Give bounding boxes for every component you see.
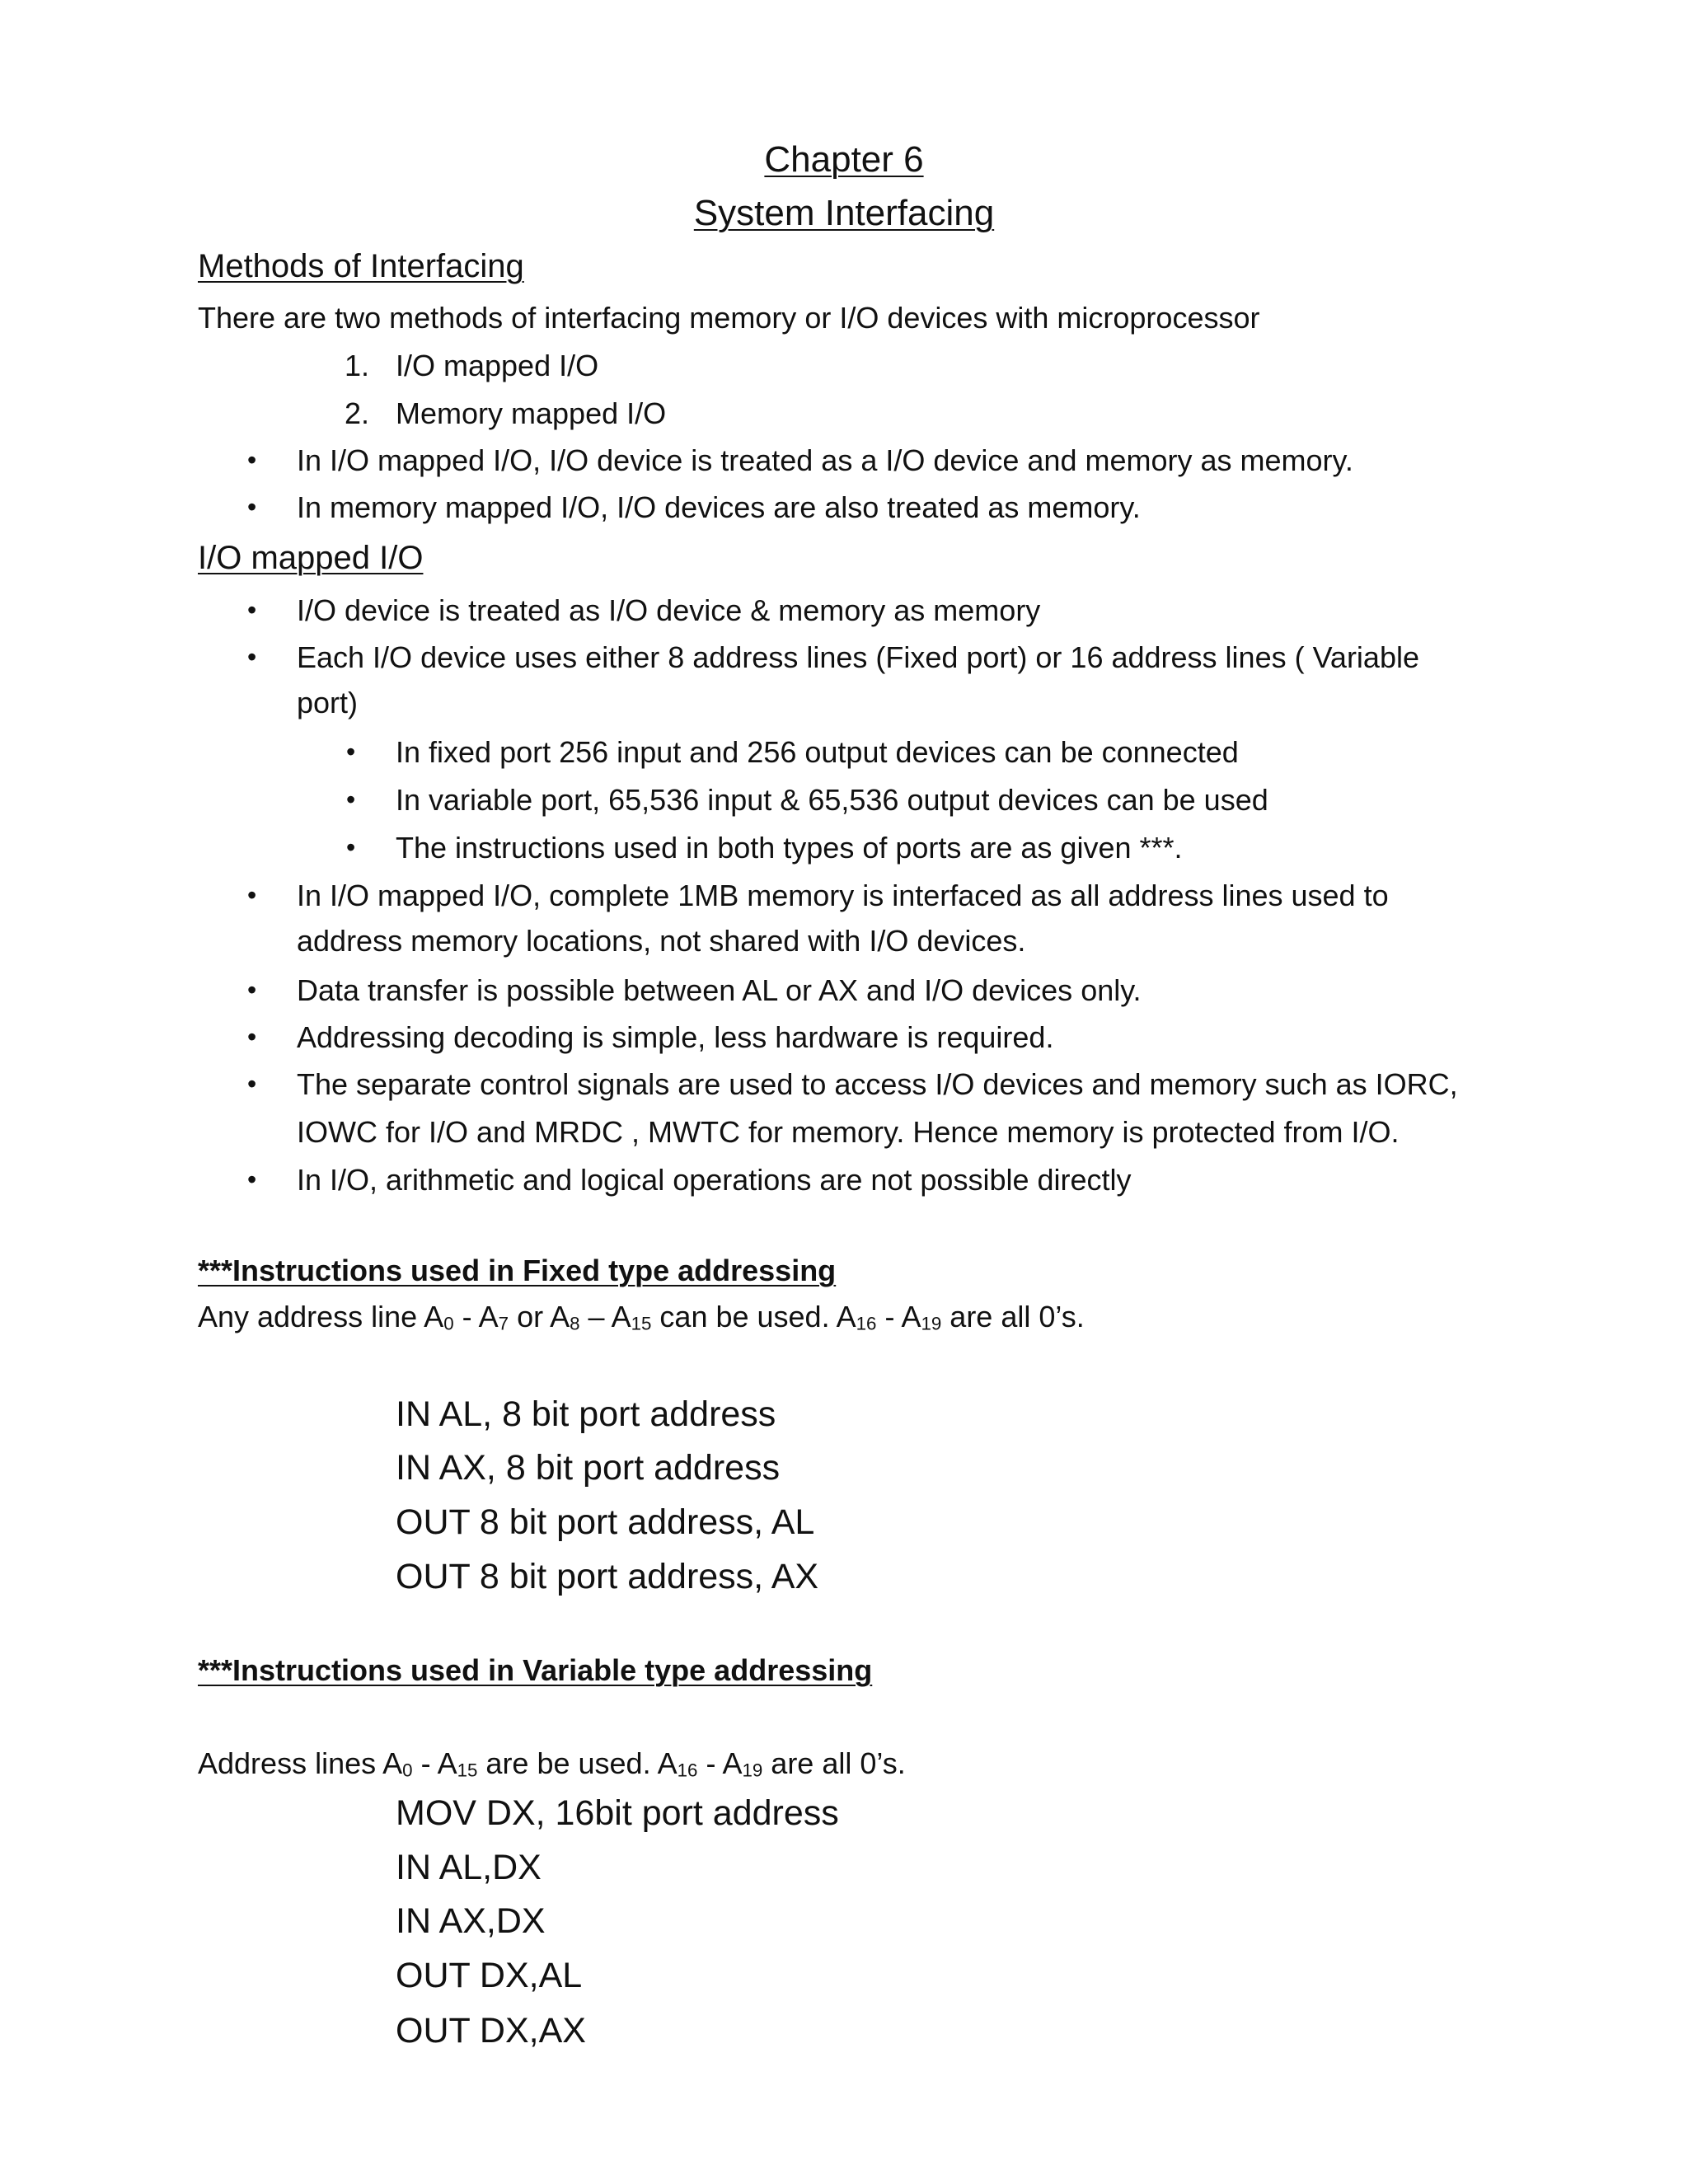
list-number-2: 2.	[345, 396, 370, 430]
variable-section-title: ***Instructions used in Variable type addressing	[198, 1653, 873, 1687]
io-bullet-1: I/O device is treated as I/O device & memory as memory	[297, 593, 1041, 627]
fixed-code-line-1: IN AL, 8 bit port address	[396, 1394, 776, 1434]
section-title-io-mapped: I/O mapped I/O	[198, 540, 424, 576]
variable-code-line-2: IN AL,DX	[396, 1848, 542, 1887]
list-number-1: 1.	[345, 349, 370, 382]
fixed-code-line-4: OUT 8 bit port address, AX	[396, 1557, 819, 1596]
chapter-subtitle: System Interfacing	[693, 193, 995, 233]
list-item-1: I/O mapped I/O	[396, 349, 599, 382]
fixed-code-line-2: IN AX, 8 bit port address	[396, 1448, 781, 1488]
methods-bullet-1: In I/O mapped I/O, I/O device is treated as a I/O device and memory as memory.	[297, 443, 1353, 477]
methods-intro: There are two methods of interfacing memory or I/O devices with microprocessor	[198, 301, 1260, 335]
io-bullet-2-line-1: Each I/O device uses either 8 address lines (Fixed port) or 16 address lines ( Variable	[297, 640, 1419, 674]
bullet-icon: •	[247, 1022, 257, 1052]
bullet-icon: •	[346, 737, 356, 766]
bullet-icon: •	[346, 832, 356, 862]
variable-code-line-5: OUT DX,AX	[396, 2011, 586, 2050]
list-item-2: Memory mapped I/O	[396, 396, 667, 430]
io-bullet-7: In I/O, arithmetic and logical operations are not possible directly	[297, 1163, 1132, 1197]
methods-bullet-2: In memory mapped I/O, I/O devices are also treated as memory.	[297, 490, 1141, 524]
bullet-icon: •	[247, 1069, 257, 1099]
io-sub-bullet-1: In fixed port 256 input and 256 output devices can be connected	[396, 735, 1239, 769]
bullet-icon: •	[247, 975, 257, 1005]
fixed-section-title: ***Instructions used in Fixed type addressing	[198, 1254, 837, 1287]
bullet-icon: •	[247, 880, 257, 910]
section-title-methods: Methods of Interfacing	[198, 248, 524, 284]
io-bullet-4: Data transfer is possible between AL or AX and I/O devices only.	[297, 973, 1142, 1007]
io-bullet-2-line-2: port)	[297, 686, 359, 719]
bullet-icon: •	[346, 785, 356, 814]
fixed-description: Any address line $A_0 - A_7$ or $A_8 - A_{15}$ can be used. $A_{16} - A_{19}$ are all 0’s.	[198, 1300, 1085, 1334]
variable-description: Address lines $A_0 - A_{15}$ are be used. $A_{16} - A_{19}$ are all 0’s.	[198, 1746, 906, 1781]
io-bullet-3-line-1: In I/O mapped I/O, complete 1MB memory is interfaced as all address lines used to	[297, 879, 1389, 912]
io-bullet-3-line-2: address memory locations, not shared with I/O devices.	[297, 924, 1026, 958]
bullet-icon: •	[247, 595, 257, 625]
io-sub-bullet-2: In variable port, 65,536 input & 65,536 output devices can be used	[396, 783, 1268, 817]
chapter-title: Chapter 6	[764, 139, 924, 180]
io-bullet-6-line-1: The separate control signals are used to access I/O devices and memory such as IORC,	[297, 1067, 1458, 1101]
bullet-icon: •	[247, 445, 257, 475]
io-bullet-5: Addressing decoding is simple, less hardware is required.	[297, 1020, 1054, 1054]
fixed-code-line-3: OUT 8 bit port address, AL	[396, 1502, 815, 1542]
variable-code-line-1: MOV DX, 16bit port address	[396, 1793, 839, 1833]
bullet-icon: •	[247, 642, 257, 672]
bullet-icon: •	[247, 492, 257, 522]
variable-code-line-4: OUT DX,AL	[396, 1956, 583, 1995]
bullet-icon: •	[247, 1165, 257, 1194]
io-bullet-6-line-2: IOWC for I/O and MRDC , MWTC for memory. Hence memory is protected from I/O.	[297, 1115, 1400, 1149]
variable-code-line-3: IN AX,DX	[396, 1901, 546, 1941]
io-sub-bullet-3: The instructions used in both types of ports are as given ***.	[396, 831, 1183, 865]
